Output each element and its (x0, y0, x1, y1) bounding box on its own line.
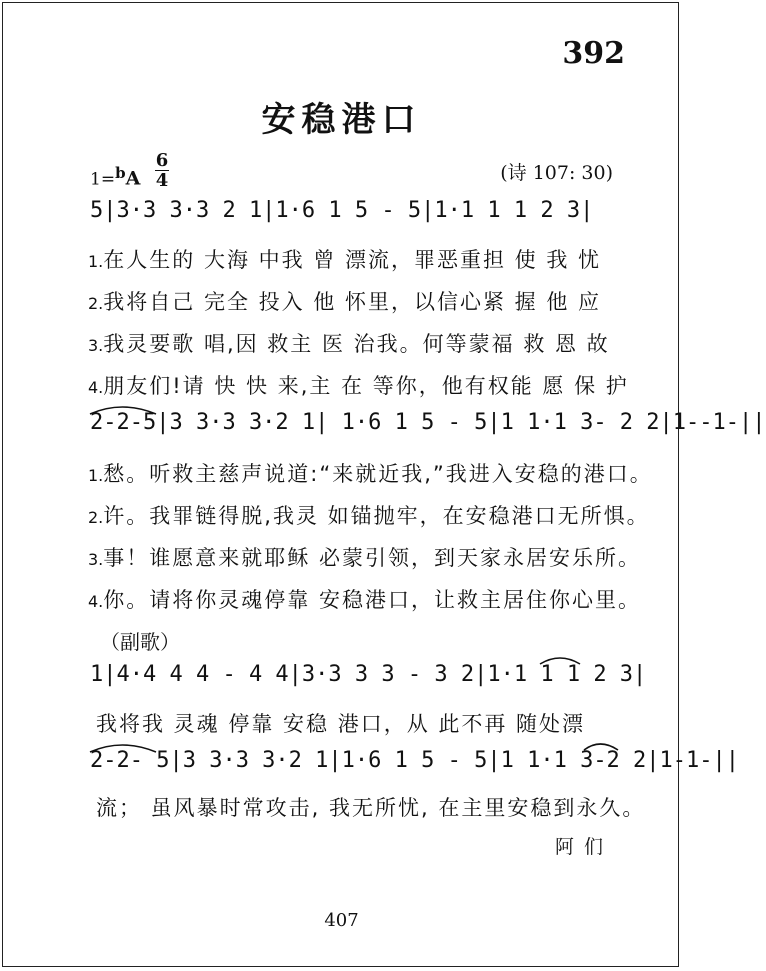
page-number: 407 (324, 910, 359, 931)
amen-text: 阿们 (554, 836, 613, 858)
chorus-notes-line-1: 1|4·4 4 4 - 4 4|3·3 3 3 - 3 2|1·1 1 1 2 3| (90, 662, 647, 687)
verse-lyric-text: 你。请将你灵魂停靠 安稳港口，让救主居住你心里。 (103, 588, 641, 612)
verse-lyric-4b (88, 584, 641, 614)
verse-number: 1. (88, 466, 104, 485)
verse-notes-line-2: 2-2-5|3 3·3 3·2 1| 1·6 1 5 - 5|1 1·1 3- 2 2|1--1-|| (90, 410, 766, 435)
time-signature-bottom: 4 (155, 170, 169, 191)
verse-number: 3. (88, 550, 104, 569)
verse-lyric-text: 在人生的 大海 中我 曾 漂流，罪恶重担 使 我 忧 (103, 248, 601, 272)
chorus-lyric-line-1: 我将我 灵魂 停靠 安稳 港口，从 此不再 随处漂 (96, 712, 586, 736)
verse-lyric-2b (88, 500, 650, 530)
verse-lyric-3a (88, 328, 610, 358)
verse-number: 4. (88, 378, 104, 397)
verse-number: 2. (88, 508, 104, 527)
time-signature (155, 152, 169, 189)
verse-notes-line-1: 5|3·3 3·3 2 1|1·6 1 5 - 5|1·1 1 1 2 3| (90, 198, 594, 223)
verse-lyric-3b (88, 542, 641, 572)
verse-lyric-1b (88, 458, 653, 488)
verse-number: 4. (88, 592, 104, 611)
chorus-notes-line-2: 2-2- 5|3 3·3 3·2 1|1·6 1 5 - 5|1 1·1 3-2 2|1-1-|| (90, 748, 740, 773)
verse-lyric-text: 我将自己 完全 投入 他 怀里，以信心紧 握 他 应 (103, 290, 601, 314)
verse-lyric-1a (88, 244, 601, 274)
key-note: A (125, 167, 141, 190)
chorus-lyric-line-2: 流； 虽风暴时常攻击, 我无所忧, 在主里安稳到永久。 (96, 796, 646, 820)
key-signature (90, 164, 140, 190)
verse-number: 3. (88, 336, 104, 355)
chorus-label: （副歌） (100, 630, 180, 654)
verse-lyric-text: 朋友们!请 快 快 来,主 在 等你，他有权能 愿 保 护 (103, 374, 629, 398)
verse-lyric-text: 许。我罪链得脱,我灵 如锚抛牢，在安稳港口无所惧。 (103, 504, 650, 528)
verse-lyric-4a (88, 370, 629, 400)
verse-lyric-text: 我灵要歌 唱,因 救主 医 治我。何等蒙福 救 恩 故 (103, 332, 610, 356)
verse-lyric-text: 愁。听救主慈声说道:“来就近我,”我进入安稳的港口。 (103, 462, 653, 486)
verse-number: 1. (88, 252, 104, 271)
time-signature-top: 6 (155, 150, 169, 171)
hymn-title: 安稳港口 (261, 100, 422, 140)
verse-number: 2. (88, 294, 104, 313)
verse-lyric-text: 事！谁愿意来就耶稣 必蒙引领，到天家永居安乐所。 (103, 546, 641, 570)
key-flat: b (115, 164, 126, 182)
scripture-reference: (诗 107: 30) (500, 162, 613, 184)
hymn-number: 392 (562, 36, 625, 71)
key-prefix: 1= (90, 169, 116, 190)
verse-lyric-2a (88, 286, 601, 316)
